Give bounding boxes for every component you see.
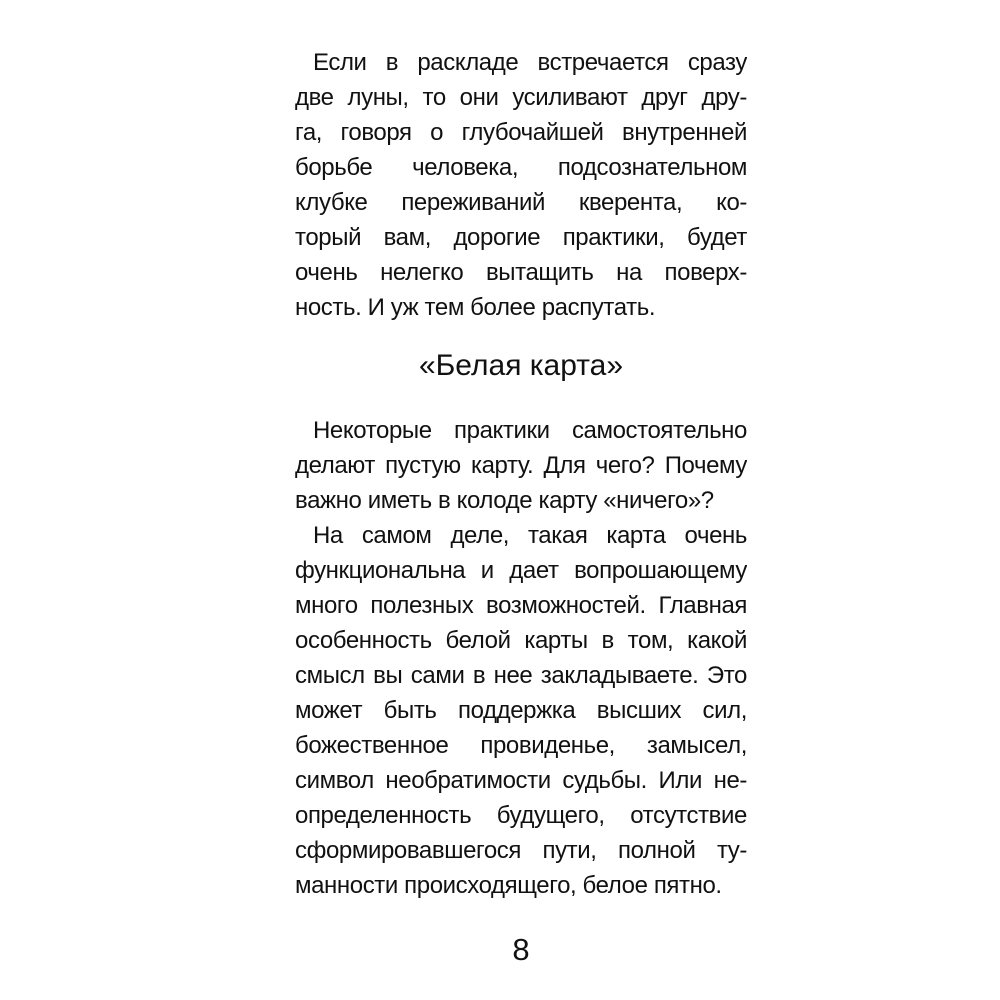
text-line: символ необратимости судьбы. Или не- — [295, 767, 747, 794]
text-line: две луны, то они усиливают друг дру- — [295, 84, 747, 111]
text-line: торый вам, дорогие практики, будет — [295, 224, 747, 251]
text-line: может быть поддержка высших сил, — [295, 697, 747, 724]
page-number: 8 — [512, 932, 530, 967]
text-line: божественное провиденье, замысел, — [295, 732, 747, 759]
paragraph — [295, 518, 747, 903]
text-line: важно иметь в колоде карту «ничего»? — [295, 487, 714, 514]
text-line: смысл вы сами в нее закладываете. Это — [295, 662, 747, 689]
text-block — [295, 45, 747, 903]
text-line: Если в раскладе встречается сразу — [313, 49, 747, 76]
paragraph — [295, 413, 747, 518]
text-line: га, говоря о глубочайшей внутренней — [295, 119, 747, 146]
text-line: сформировавшегося пути, полной ту- — [295, 837, 747, 864]
text-line: функциональна и дает вопрошающему — [295, 557, 747, 584]
text-line: определенность будущего, отсутствие — [295, 802, 747, 829]
text-line: борьбе человека, подсознательном — [295, 154, 747, 181]
text-line: очень нелегко вытащить на поверх- — [295, 259, 747, 286]
text-line: ность. И уж тем более распутать. — [295, 294, 656, 321]
text-line: много полезных возможностей. Главная — [295, 592, 747, 619]
paragraph — [295, 45, 747, 325]
text-line: клубке переживаний кверента, ко- — [295, 189, 747, 216]
section-heading: «Белая карта» — [418, 349, 624, 382]
text-line: На самом деле, такая карта очень — [313, 522, 747, 549]
text-line: манности происходящего, белое пятно. — [295, 872, 722, 899]
text-line: Некоторые практики самостоятельно — [313, 417, 747, 444]
text-line: особенность белой карты в том, какой — [295, 627, 747, 654]
text-line: делают пустую карту. Для чего? Почему — [295, 452, 747, 479]
